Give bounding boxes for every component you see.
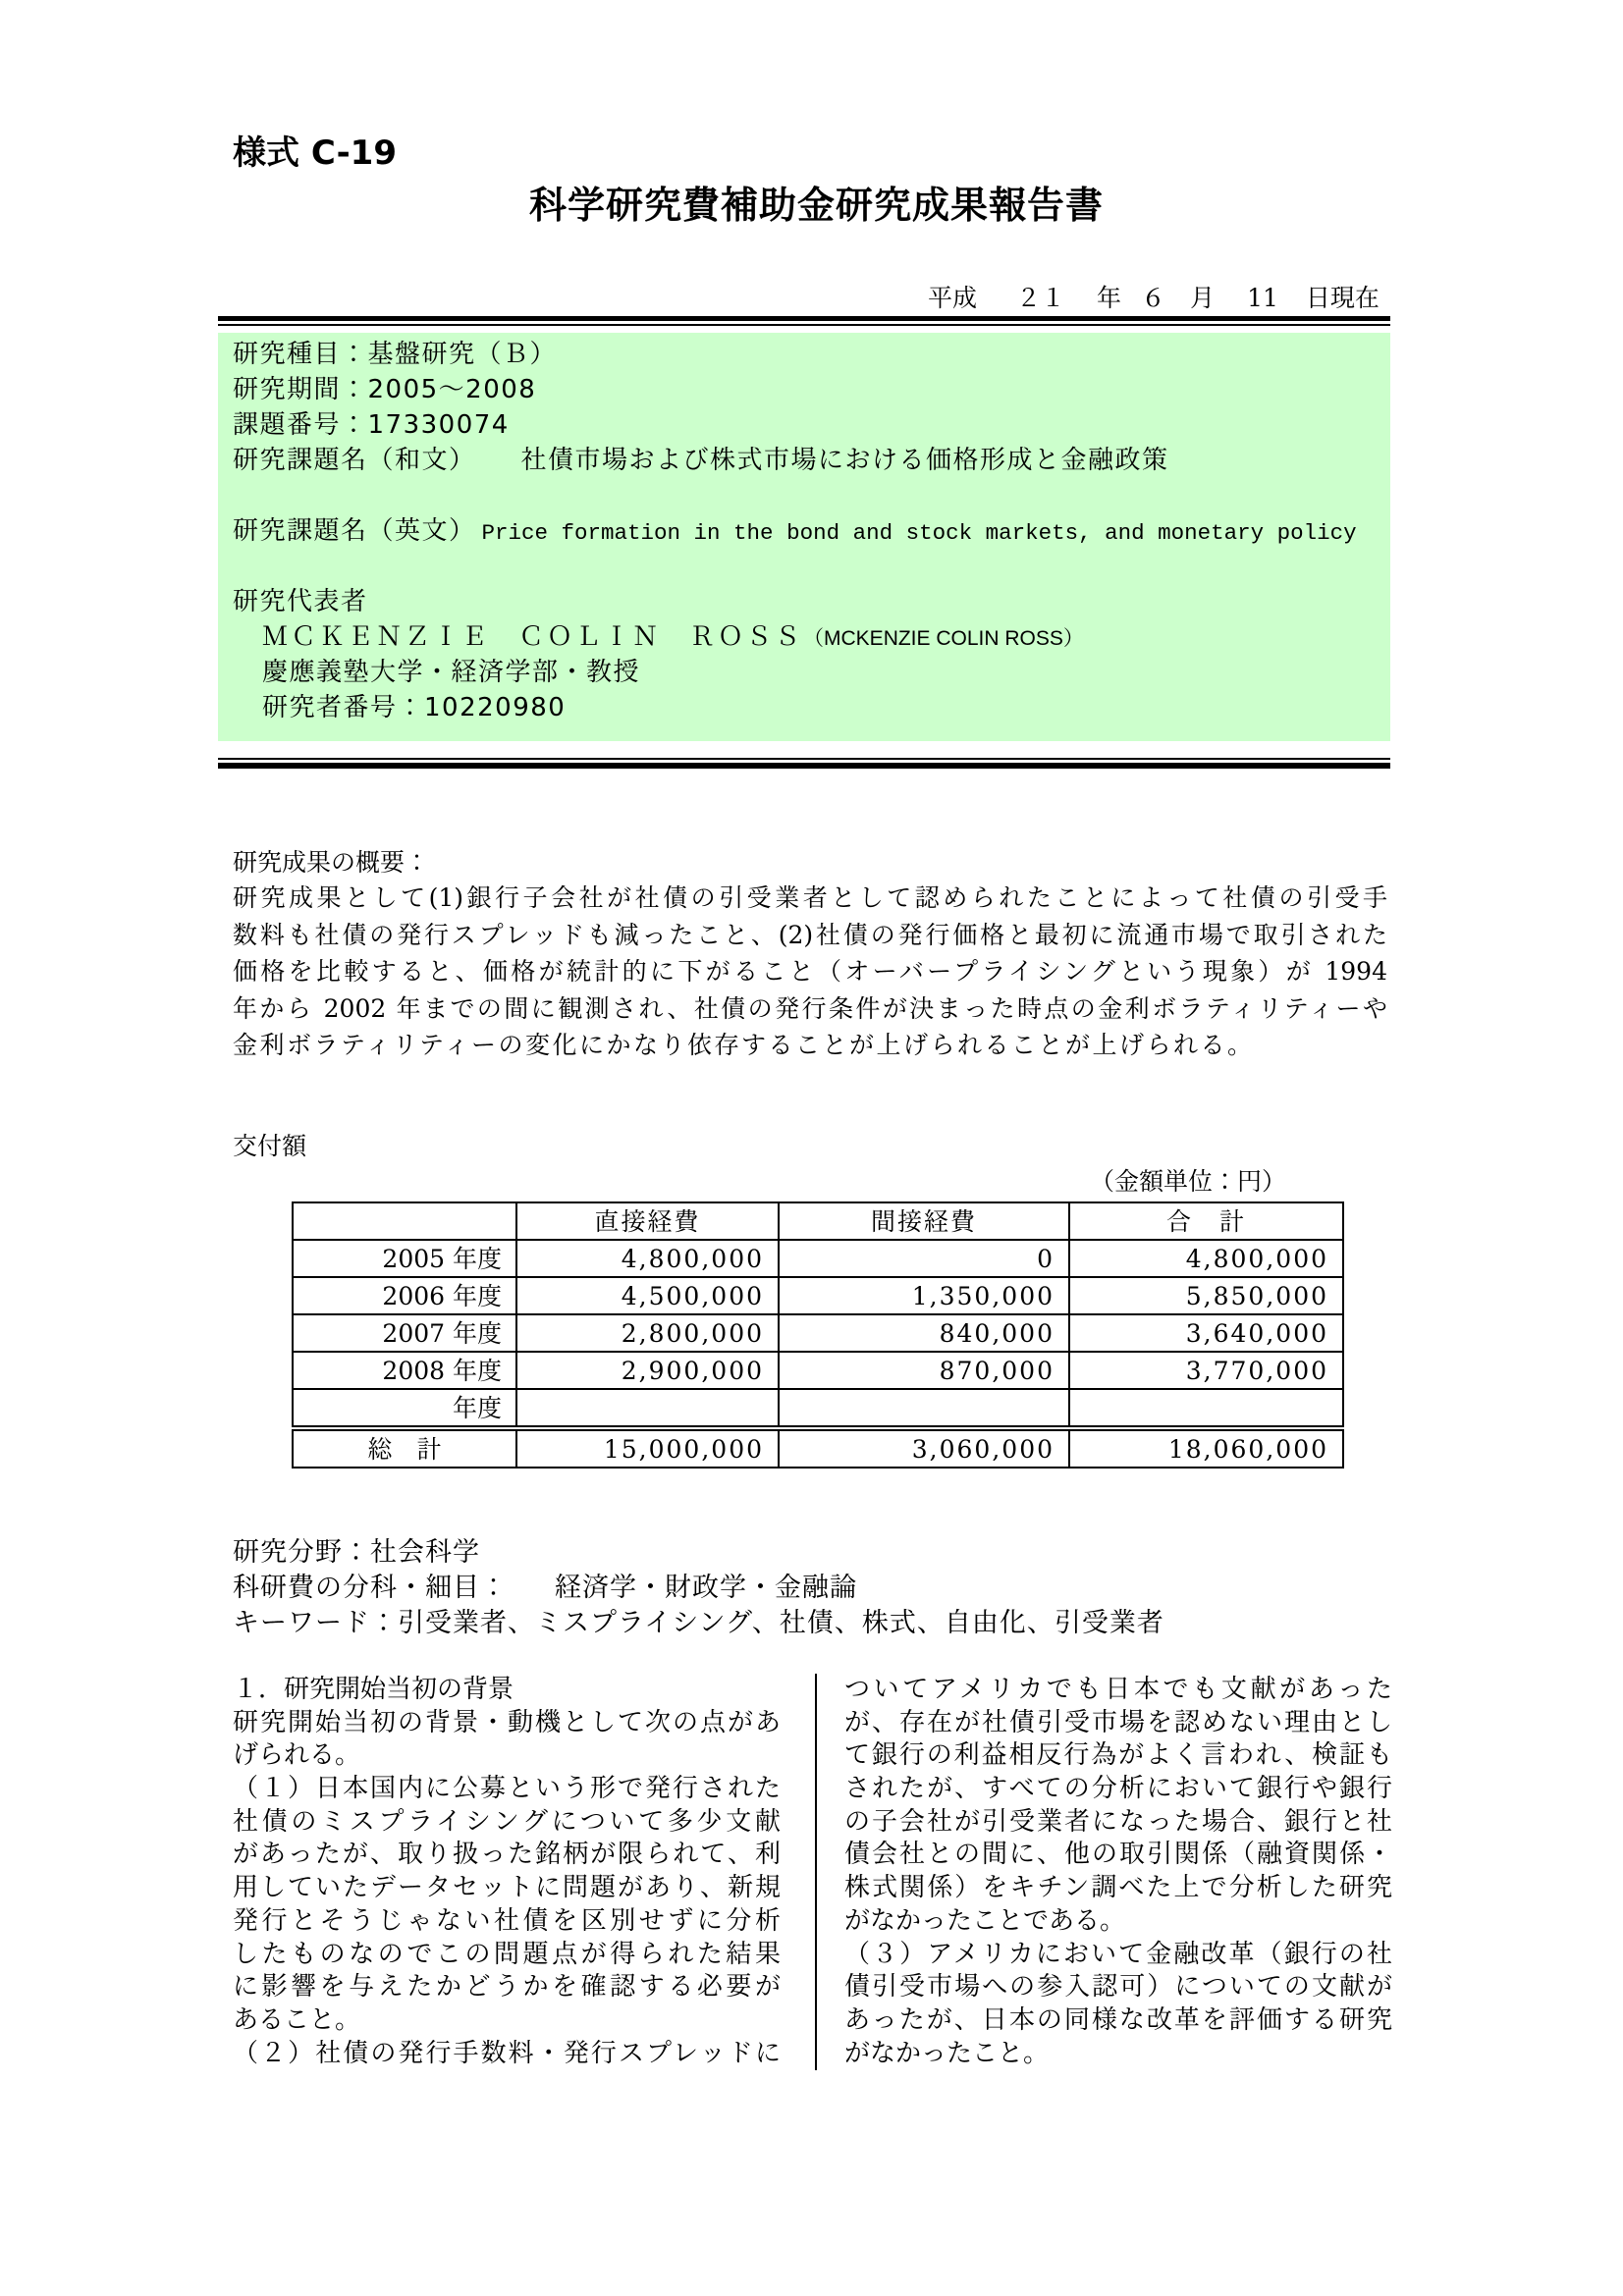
background-line: （１）日本国内に公募という形で発行された [233, 1774, 781, 1804]
overview-line: 価格を比較すると、価格が統計的に下がること（オーバープライシングという現象）が 1994 [233, 957, 1387, 986]
overview-line: 研究成果として(1)銀行子会社が社債の引受業者として認められたことによって社債の引受手 [233, 883, 1387, 912]
grant-year: 2007 年度 [293, 1314, 516, 1352]
grant-grand-total: 18,060,000 [1069, 1428, 1343, 1468]
date-year: ２１ [1016, 284, 1066, 312]
background-line: て銀行の利益相反行為がよく言われ、検証も [844, 1740, 1392, 1771]
research-field-block [233, 1535, 1391, 1641]
project-title-en-line [233, 513, 1390, 549]
background-line: があったが、取り扱った銘柄が限られて、利 [233, 1840, 781, 1870]
header-rule-bottom-thick [218, 763, 1390, 769]
subject-classification-line [233, 1571, 1391, 1606]
background-line: （３）アメリカにおいて金融改革（銀行の社 [844, 1939, 1392, 1969]
background-line: 研究開始当初の背景・動機として次の点があ [233, 1707, 781, 1737]
keywords: 引受業者、ミスプライシング、社債、株式、自由化、引受業者 [398, 1608, 1164, 1638]
background-line: がなかったこと。 [844, 2038, 1050, 2068]
blank-line [233, 478, 1390, 513]
background-line: されたが、すべての分析において銀行や銀行 [844, 1774, 1392, 1804]
grant-total-indirect: 3,060,000 [779, 1428, 1069, 1468]
grant-year: 2006 年度 [293, 1277, 516, 1314]
background-line: げられる。 [233, 1740, 361, 1771]
principal-investigator-name: ＭＣＫＥＮＺＩＥ ＣＯＬＩＮ ＲＯＳＳ [262, 622, 804, 652]
background-line: 発行とそうじゃない社債を区別せずに分析 [233, 1905, 781, 1936]
background-left-column [233, 1674, 781, 2070]
principal-investigator-name-romaji: （MCKENZIE COLIN ROSS） [803, 627, 1084, 650]
overview-line: 金利ボラティリティーの変化にかなり依存することが上げられることが上げられる。 [233, 1031, 1255, 1059]
background-line: 株式関係）をキチン調べた上で分析した研究 [844, 1873, 1392, 1903]
grant-year: 2008 年度 [293, 1352, 516, 1389]
grant-total-row [293, 1428, 1343, 1468]
grant-total [1069, 1389, 1343, 1428]
project-title-ja-line [233, 443, 1390, 478]
background-line: あること。 [233, 2004, 361, 2035]
grant-row [293, 1389, 1343, 1428]
project-title-en-label: 研究課題名（英文） [233, 516, 476, 546]
header-total: 合 計 [1069, 1202, 1343, 1240]
grant-indirect: 870,000 [779, 1352, 1069, 1389]
grant-total: 4,800,000 [1069, 1240, 1343, 1277]
background-line: したものなのでこの問題点が得られた結果 [233, 1939, 781, 1969]
grant-total-label: 総 計 [293, 1428, 516, 1468]
grant-indirect: 1,350,000 [779, 1277, 1069, 1314]
grant-total-direct: 15,000,000 [516, 1428, 779, 1468]
date-day-unit: 日現在 [1305, 284, 1380, 312]
grant-direct: 2,900,000 [516, 1352, 779, 1389]
header-rule-top-thin [218, 324, 1390, 326]
overview-text [233, 880, 1387, 1064]
project-title-en: Price formation in the bond and stock markets, and monetary policy [481, 520, 1357, 546]
date-year-unit: 年 [1097, 284, 1122, 312]
report-title: 科学研究費補助金研究成果報告書 [528, 184, 1104, 227]
research-category: 研究種目：基盤研究（Ｂ） [233, 340, 558, 369]
project-number: 課題番号：17330074 [233, 410, 510, 440]
keywords-label: キーワード： [233, 1608, 398, 1638]
grant-row [293, 1240, 1343, 1277]
grant-year: 年度 [293, 1389, 516, 1428]
grant-total: 3,770,000 [1069, 1352, 1343, 1389]
keywords-line [233, 1606, 1391, 1641]
blank-line [233, 549, 1390, 584]
grant-row [293, 1352, 1343, 1389]
principal-investigator-affiliation: 慶應義塾大学・経済学部・教授 [262, 658, 641, 687]
subject-classification: 経済学・財政学・金融論 [555, 1573, 857, 1603]
grant-direct: 2,800,000 [516, 1314, 779, 1352]
header-cell-empty [293, 1202, 516, 1240]
date-month-unit: 月 [1190, 284, 1216, 312]
background-line: （２）社債の発行手数料・発行スプレッドに [233, 2038, 781, 2068]
grant-indirect: 0 [779, 1240, 1069, 1277]
grant-table-header [293, 1202, 1343, 1240]
grant-indirect: 840,000 [779, 1314, 1069, 1352]
header-rule-bottom-thin [218, 758, 1390, 760]
date-era: 平成 [928, 284, 978, 312]
background-line: がなかったことである。 [844, 1905, 1126, 1936]
background-right-column [844, 1674, 1392, 2070]
background-line: ついてアメリカでも日本でも文献があった [844, 1675, 1392, 1704]
background-line: 債会社との間に、他の取引関係（融資関係・ [844, 1840, 1392, 1870]
grant-total: 3,640,000 [1069, 1314, 1343, 1352]
overview-heading: 研究成果の概要： [233, 848, 430, 877]
background-line: が、存在が社債引受市場を認めない理由とし [844, 1707, 1392, 1737]
principal-investigator-name-line [233, 619, 1390, 655]
research-field: 研究分野：社会科学 [233, 1537, 480, 1568]
column-divider [815, 1674, 817, 2070]
report-date [928, 279, 1380, 314]
grant-row [293, 1314, 1343, 1352]
grant-unit-note: （金額単位：円） [1090, 1167, 1287, 1196]
researcher-number: 研究者番号：10220980 [262, 693, 567, 722]
grant-table [292, 1201, 1344, 1468]
grant-row [293, 1277, 1343, 1314]
project-title-ja: 社債市場および株式市場における価格形成と金融政策 [520, 446, 1169, 475]
grant-year: 2005 年度 [293, 1240, 516, 1277]
date-day: 11 [1247, 284, 1278, 312]
overview-line: 数料も社債の発行スプレッドも減ったこと、(2)社債の発行価格と最初に流通市場で取引された [233, 920, 1387, 949]
background-line: 債引受市場への参入認可）についての文献が [844, 1972, 1392, 2002]
research-period: 研究期間：2005～2008 [233, 375, 537, 404]
project-title-ja-label: 研究課題名（和文） [233, 446, 476, 475]
background-line: 用していたデータセットに問題があり、新規 [233, 1873, 781, 1903]
subject-classification-label: 科研費の分科・細目： [233, 1573, 508, 1603]
background-line: あったが、日本の同様な改革を評価する研究 [844, 2004, 1392, 2035]
header-rule-top-thick [218, 316, 1390, 321]
overview-line: 年から 2002 年までの間に観測され、社債の発行条件が決まった時点の金利ボラティリティーや [233, 993, 1387, 1023]
background-line: に影響を与えたかどうかを確認する必要が [233, 1972, 781, 2002]
form-id-label: 様式 C-19 [233, 133, 397, 173]
date-month: ６ [1141, 284, 1166, 312]
header-direct-cost: 直接経費 [516, 1202, 779, 1240]
principal-investigator-label: 研究代表者 [233, 587, 368, 616]
grant-direct: 4,500,000 [516, 1277, 779, 1314]
grant-indirect [779, 1389, 1069, 1428]
grant-direct [516, 1389, 779, 1428]
background-line: の子会社が引受業者になった場合、銀行と社 [844, 1806, 1392, 1837]
grant-total: 5,850,000 [1069, 1277, 1343, 1314]
project-info-content [233, 337, 1390, 725]
grant-direct: 4,800,000 [516, 1240, 779, 1277]
background-heading: １．研究開始当初の背景 [233, 1675, 514, 1704]
background-line: 社債のミスプライシングについて多少文献 [233, 1806, 781, 1837]
header-indirect-cost: 間接経費 [779, 1202, 1069, 1240]
grant-heading: 交付額 [233, 1132, 307, 1160]
